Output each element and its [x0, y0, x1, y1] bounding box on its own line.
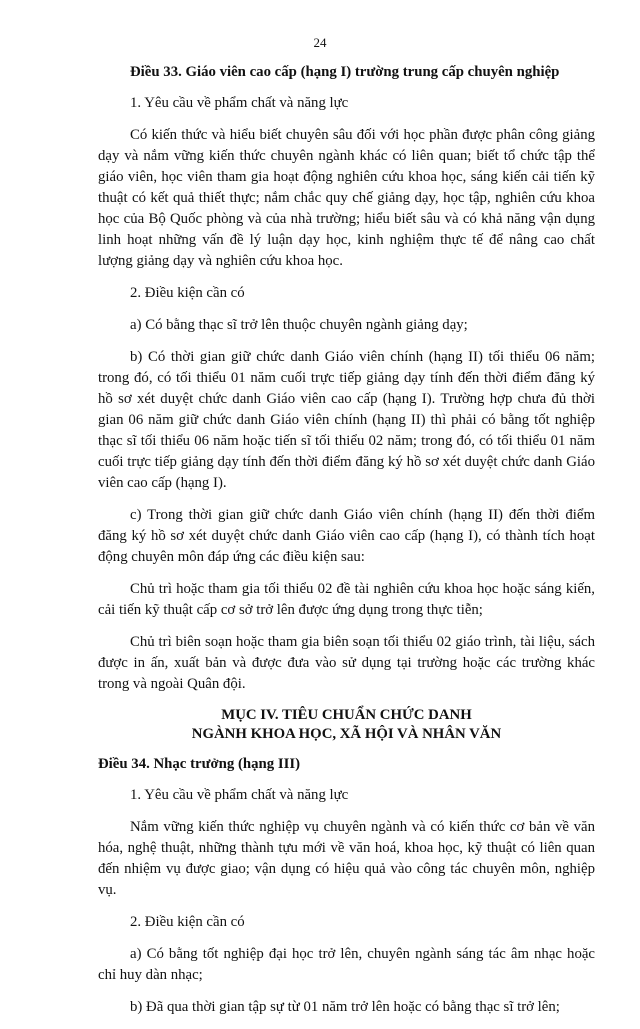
article-34-title: Điều 34. Nhạc trưởng (hạng III) — [98, 756, 301, 772]
article-33-item-a: a) Có bằng thạc sĩ trở lên thuộc chuyên ngành giảng dạy; — [130, 317, 468, 333]
article-34-item-a: a) Có bằng tốt nghiệp đại học trở lên, chuyên ngành sáng tác âm nhạc hoặc chỉ huy dàn nhạc; — [98, 946, 595, 983]
section-iv-line2: NGÀNH KHOA HỌC, XÃ HỘI VÀ NHÂN VĂN — [191, 726, 502, 742]
page-number: 24 — [313, 35, 327, 50]
article-33-section1-heading: 1. Yêu cầu về phẩm chất và năng lực — [130, 95, 349, 111]
article-34-section1-heading: 1. Yêu cầu về phẩm chất và năng lực — [130, 787, 349, 803]
section-iv-line1: MỤC IV. TIÊU CHUẨN CHỨC DANH — [221, 707, 472, 723]
article-33-item-c: c) Trong thời gian giữ chức danh Giáo viên chính (hạng II) đến thời điểm đăng ký hồ sơ xét duyệt chức danh Giáo viên cao cấp (hạng I), có thành tích hoạt động chuyên môn đáp ứng các điều kiện sau: — [98, 507, 595, 565]
section-iv-title — [98, 706, 595, 744]
article-33-item-c2: Chủ trì biên soạn hoặc tham gia biên soạn tối thiểu 02 giáo trình, tài liệu, sách được in ấn, xuất bản và được đưa vào sử dụng tại trường hoặc các trường khác trong và ngoài Quân đội. — [98, 634, 595, 692]
article-34-section1-text: Nắm vững kiến thức nghiệp vụ chuyên ngành và có kiến thức cơ bản về văn hóa, nghệ thuật, những thành tựu mới về văn hoá, khoa học, kỹ thuật có liên quan đến nhiệm vụ được giao; vận dụng có hiệu quả vào công tác chuyên môn, nghiệp vụ. — [98, 819, 595, 898]
article-33-item-c1: Chủ trì hoặc tham gia tối thiểu 02 đề tài nghiên cứu khoa học hoặc sáng kiến, cải tiến kỹ thuật cấp cơ sở trở lên được ứng dụng trong thực tiễn; — [98, 581, 595, 618]
article-33 — [98, 62, 595, 1029]
article-33-section2-heading: 2. Điều kiện cần có — [130, 285, 245, 301]
article-33-item-b: b) Có thời gian giữ chức danh Giáo viên chính (hạng II) tối thiểu 06 năm; trong đó, có tối thiểu 01 năm cuối trực tiếp giảng dạy tính đến thời điểm đăng ký hồ sơ xét duyệt chức danh Giáo viên cao cấp (hạng I). Trường hợp chưa đủ thời gian 06 năm giữ chức danh Giáo viên chính (hạng II) thì phải có bằng tốt nghiệp thạc sĩ tối thiểu 06 năm hoặc tiến sĩ tối thiểu 02 năm; trong đó, có tối thiểu 01 năm cuối trực tiếp giảng dạy tính đến thời điểm đăng ký hồ sơ xét duyệt chức danh Giáo viên cao cấp (hạng I). — [98, 349, 595, 491]
article-33-section1-text: Có kiến thức và hiểu biết chuyên sâu đối với học phần được phân công giảng dạy và nắm vững kiến thức chuyên ngành khác có liên quan; biết tổ chức tập thể giáo viên, học viên tham gia hoạt động nghiên cứu khoa học, sáng kiến cải tiến kỹ thuật có kết quả thiết thực; nắm chắc quy chế giảng dạy, học tập, nghiên cứu khoa học của Bộ Quốc phòng và của nhà trường; hiểu biết sâu và có khả năng vận dụng linh hoạt những vấn đề lý luận dạy học, kinh nghiệm thực tế để nâng cao chất lượng giảng dạy và nghiên cứu khoa học. — [98, 127, 595, 269]
article-33-title: Điều 33. Giáo viên cao cấp (hạng I) trường trung cấp chuyên nghiệp — [130, 64, 560, 80]
article-34-item-b: b) Đã qua thời gian tập sự từ 01 năm trở lên hoặc có bằng thạc sĩ trở lên; — [130, 999, 560, 1015]
article-34-section2-heading: 2. Điều kiện cần có — [130, 914, 245, 930]
